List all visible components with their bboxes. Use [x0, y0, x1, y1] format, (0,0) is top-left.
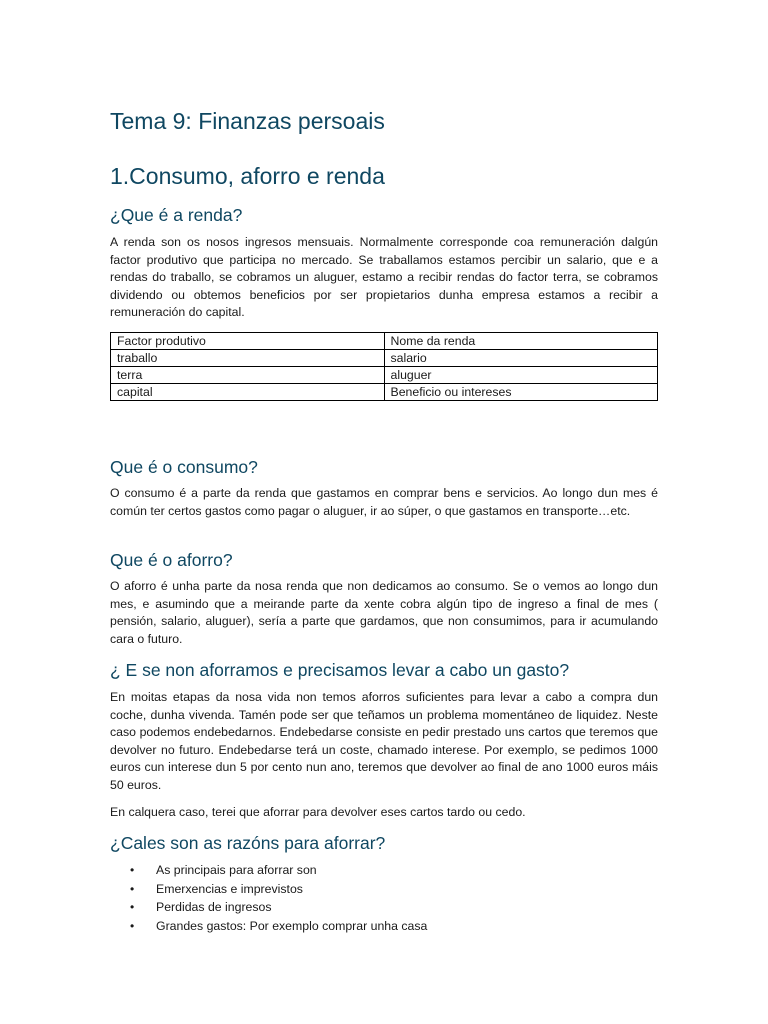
table-cell: Beneficio ou intereses	[384, 384, 658, 401]
table-cell: terra	[111, 367, 385, 384]
table-header-row	[111, 333, 658, 350]
renda-paragraph: A renda son os nosos ingresos mensuais. Normalmente corresponde coa remuneración dalgún factor produtivo que participa no mercado. Se traballamos estamos percibir un salario, que e a rendas do traballo, se cobramos un aluguer, estamo a recibir rendas do factor terra, se cobramos dividendo ou obtemos beneficios por ser propietarios dunha empresa estamos a recibir a remuneración do capital.	[110, 235, 658, 320]
table-row	[111, 350, 658, 367]
table-cell: salario	[384, 350, 658, 367]
gasto-paragraph: En moitas etapas da nosa vida non temos aforros suficientes para levar a cabo a compra dun coche, dunha vivenda. Tamén pode ser que teñamos un problema momentáneo de liquidez. Neste caso podemos endebedarnos. Endebedarse consiste en pedir prestado uns cartos que teremos que devolver no futuro. Endebedarse terá un coste, chamado interese. Por exemplo, se pedimos 1000 euros cun interese dun 5 por cento nun ano, teremos que devolver ao final de ano 1000 euros máis 50 euros.	[110, 690, 658, 792]
document-title: Tema 9: Finanzas persoais	[110, 108, 385, 134]
list-item-text: Perdidas de ingresos	[156, 900, 272, 915]
list-item-text: Grandes gastos: Por exemplo comprar unha casa	[156, 919, 428, 934]
table-header-cell: Nome da renda	[384, 333, 658, 350]
section-heading: 1.Consumo, aforro e renda	[110, 163, 385, 189]
table-row	[111, 367, 658, 384]
list-item-text: As principais para aforrar son	[156, 863, 317, 877]
consumo-heading: Que é o consumo?	[110, 457, 258, 477]
aforro-heading: Que é o aforro?	[110, 550, 233, 570]
bullet-icon: •	[130, 863, 135, 877]
bullet-icon: •	[130, 919, 135, 934]
gasto-heading: ¿ E se non aforramos e precisamos levar a cabo un gasto?	[110, 660, 570, 680]
list-item	[110, 861, 427, 880]
razons-list	[110, 861, 427, 936]
table-row	[111, 384, 658, 401]
renda-heading: ¿Que é a renda?	[110, 205, 243, 225]
bullet-icon: •	[130, 881, 135, 896]
razons-heading: ¿Cales son as razóns para aforrar?	[110, 833, 386, 853]
aforro-paragraph: O aforro é unha parte da nosa renda que non dedicamos ao consumo. Se o vemos ao longo dun mes, e asumindo que a meirande parte da xente cobra algún tipo de ingreso a final de mes ( pensión, salario, aluguer), sería a parte que gardamos, que non consumimos, para ir acumulando cara o futuro.	[110, 579, 658, 646]
table-cell: aluguer	[384, 367, 658, 384]
list-item	[110, 898, 427, 917]
list-item	[110, 880, 427, 899]
renda-table	[110, 332, 658, 401]
table-cell: capital	[111, 384, 385, 401]
bullet-icon: •	[130, 900, 135, 915]
list-item-text: Emerxencias e imprevistos	[156, 881, 303, 896]
table-cell: traballo	[111, 350, 385, 367]
list-item	[110, 917, 427, 936]
consumo-paragraph: O consumo é a parte da renda que gastamos en comprar bens e servicios. Ao longo dun mes é común ter certos gastos como pagar o aluguer, ir ao súper, o que gastamos en transporte…etc.	[110, 486, 658, 518]
table-header-cell: Factor produtivo	[111, 333, 385, 350]
gasto-paragraph-conclusion: En calquera caso, terei que aforrar para devolver eses cartos tardo ou cedo.	[110, 805, 526, 819]
